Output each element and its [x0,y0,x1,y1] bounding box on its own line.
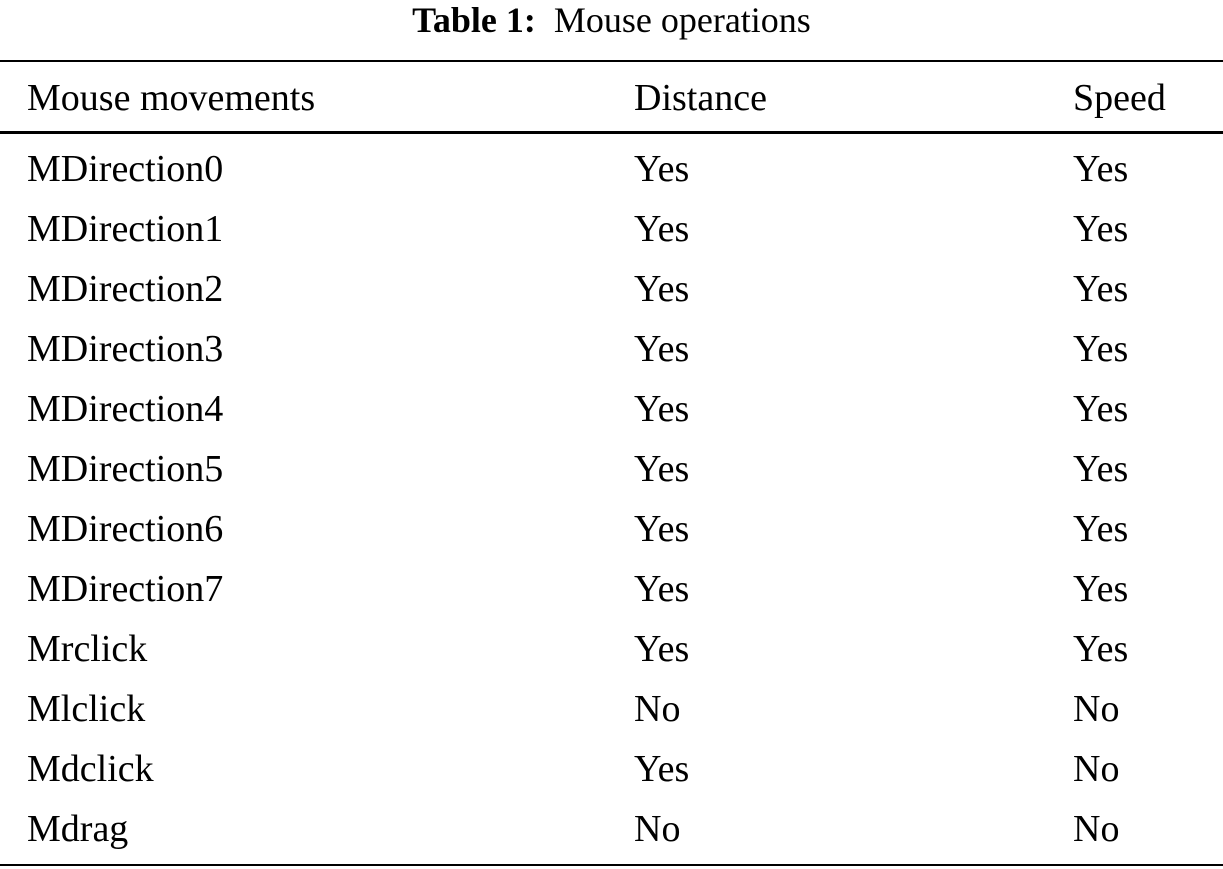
table-row [0,739,1223,799]
table-row [0,679,1223,739]
distance-cell: Yes [634,388,690,430]
speed-cell: Yes [1073,268,1129,310]
speed-cell: No [1073,748,1120,790]
table-row [0,259,1223,319]
movement-cell: Mdclick [27,748,154,790]
movement-cell: Mrclick [27,628,148,670]
table-row [0,799,1223,859]
distance-cell: Yes [634,268,690,310]
movement-cell: MDirection2 [27,268,224,310]
movement-cell: MDirection4 [27,388,224,430]
movement-cell: MDirection7 [27,568,224,610]
movement-cell: Mlclick [27,688,146,730]
distance-cell: Yes [634,208,690,250]
table-row [0,139,1223,199]
header-distance: Distance [634,77,767,119]
table-header-row [0,68,1223,128]
table-row [0,379,1223,439]
header-speed: Speed [1073,77,1166,119]
distance-cell: Yes [634,748,690,790]
distance-cell: No [634,688,681,730]
distance-cell: Yes [634,628,690,670]
speed-cell: No [1073,688,1120,730]
table-row [0,559,1223,619]
speed-cell: No [1073,808,1120,850]
movement-cell: MDirection6 [27,508,224,550]
bottom-rule [0,864,1223,866]
distance-cell: Yes [634,508,690,550]
caption-label: Table 1: [412,0,536,40]
distance-cell: No [634,808,681,850]
distance-cell: Yes [634,568,690,610]
movement-cell: MDirection5 [27,448,224,490]
header-mouse-movements: Mouse movements [27,77,316,119]
table-row [0,619,1223,679]
header-rule [0,131,1223,134]
table-row [0,319,1223,379]
speed-cell: Yes [1073,628,1129,670]
speed-cell: Yes [1073,448,1129,490]
table-caption [0,0,1223,40]
speed-cell: Yes [1073,148,1129,190]
speed-cell: Yes [1073,568,1129,610]
movement-cell: Mdrag [27,808,129,850]
table-row [0,439,1223,499]
speed-cell: Yes [1073,328,1129,370]
table-row [0,499,1223,559]
distance-cell: Yes [634,448,690,490]
distance-cell: Yes [634,328,690,370]
movement-cell: MDirection1 [27,208,224,250]
top-rule [0,60,1223,62]
movement-cell: MDirection3 [27,328,224,370]
speed-cell: Yes [1073,208,1129,250]
movement-cell: MDirection0 [27,148,224,190]
speed-cell: Yes [1073,508,1129,550]
table-row [0,199,1223,259]
speed-cell: Yes [1073,388,1129,430]
distance-cell: Yes [634,148,690,190]
caption-text: Mouse operations [553,0,811,40]
